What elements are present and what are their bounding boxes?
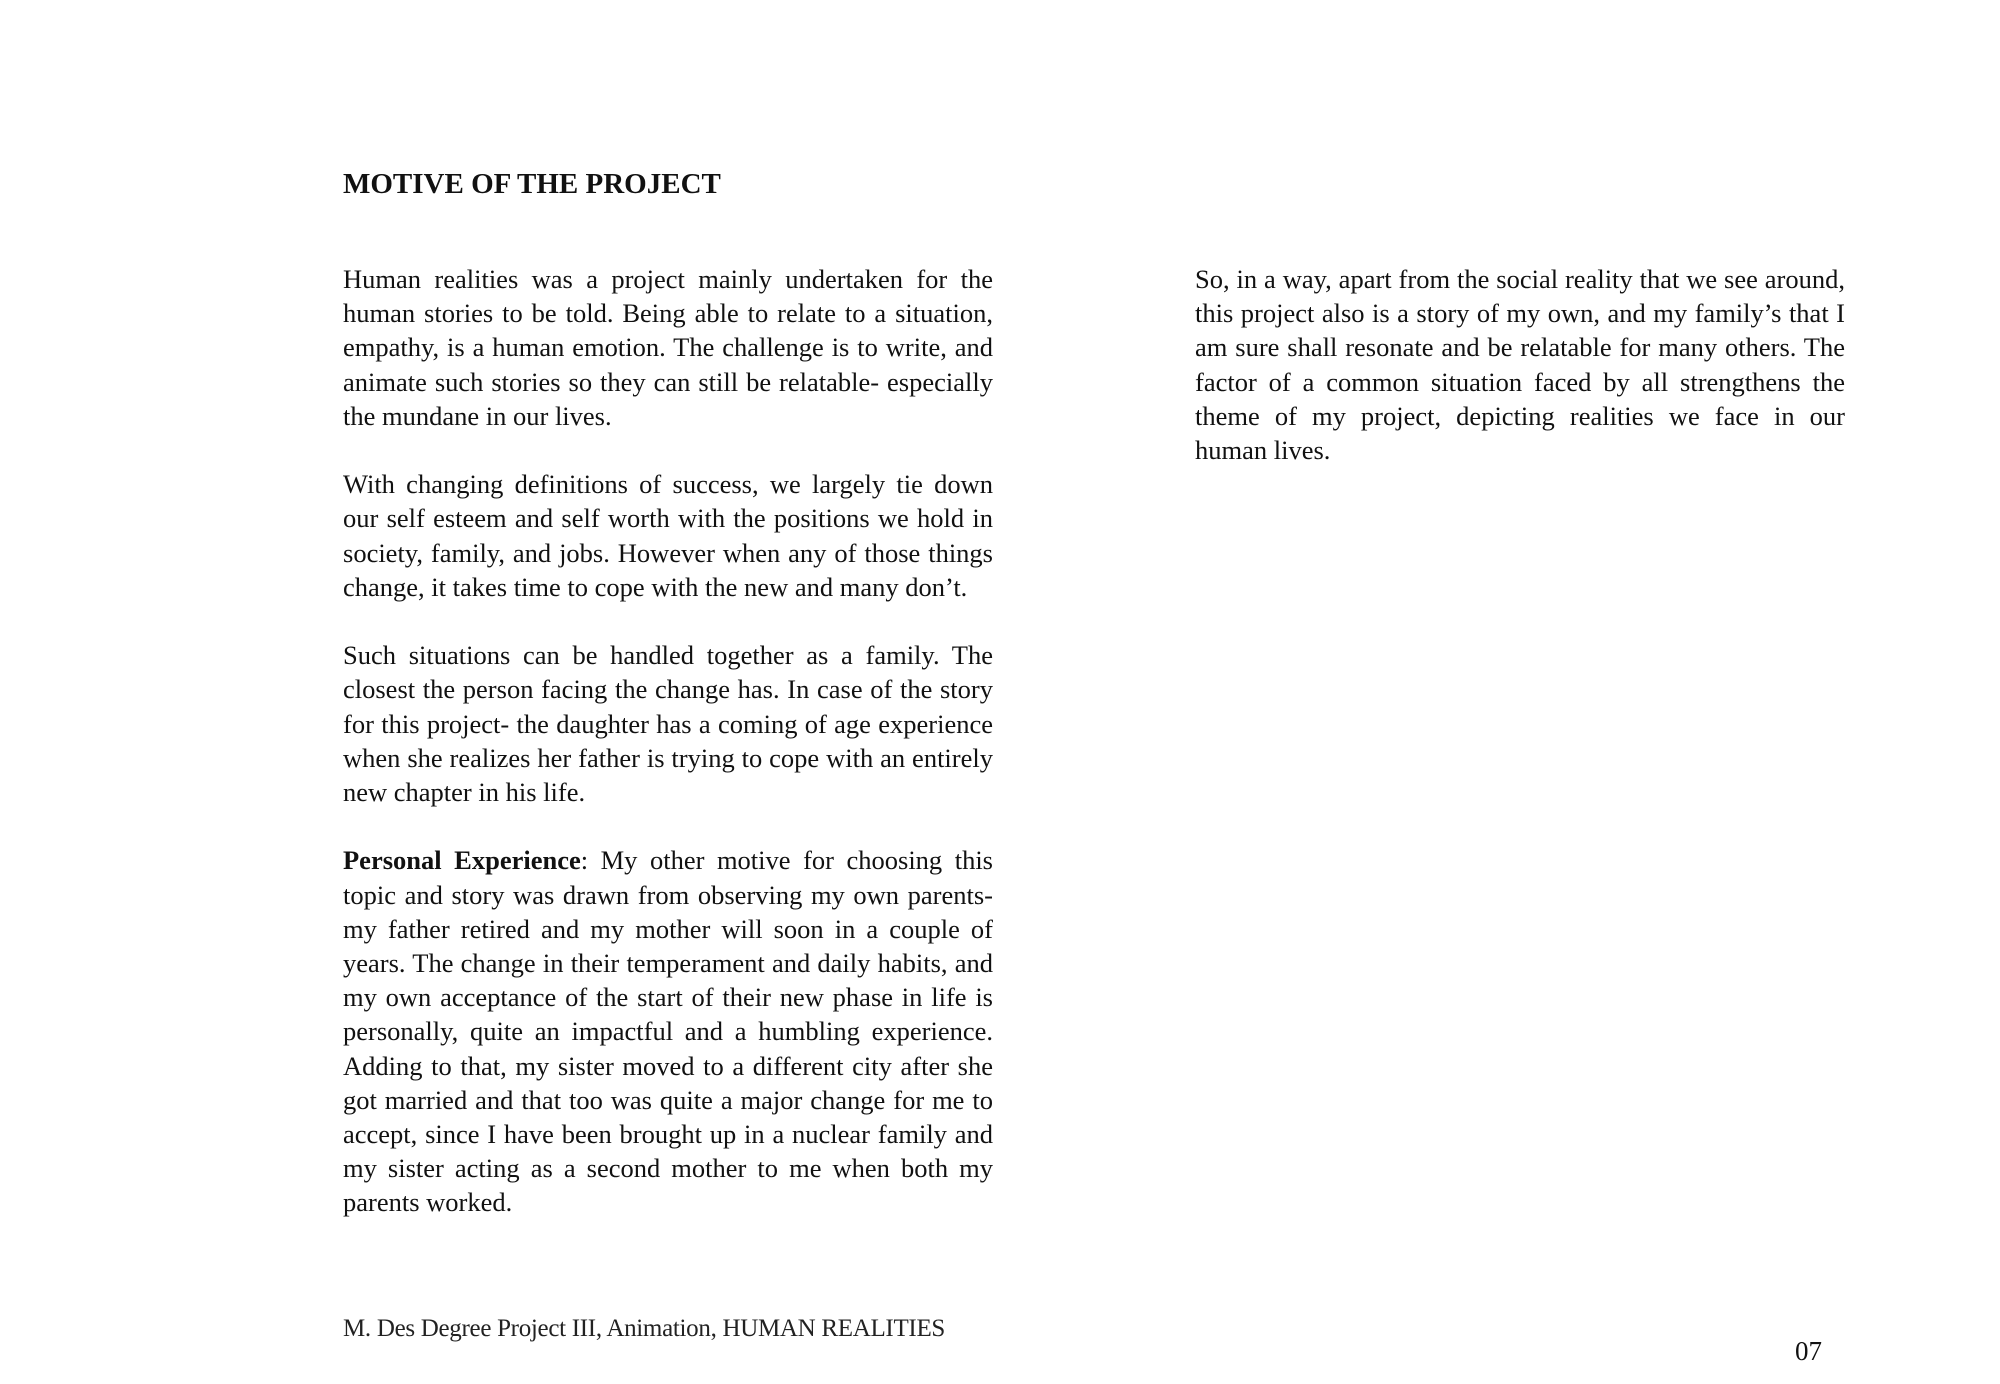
paragraph-family: Such situations can be handled together as a family. The closest the person facing the change has. In case of the story for this project- the daughter has a coming of age experience when she realizes her father is trying to cope with an entirely new chapter in his life. xyxy=(343,640,993,808)
paragraph-intro: Human realities was a project mainly undertaken for the human stories to be told. Being able to relate to a situation, empathy, is a human emotion. The challenge is to write, and animate such stories so they can still be relatable- especially the mundane in our lives. xyxy=(343,264,993,431)
paragraph-success: With changing definitions of success, we largely tie down our self esteem and self worth with the positions we hold in society, family, and jobs. However when any of those things change, it takes time to cope with the new and many don’t. xyxy=(343,469,993,602)
page-number: 07 xyxy=(1795,1336,1822,1366)
personal-experience-text: : My other motive for choosing this topic and story was drawn from observing my own parents- my father retired and my mother will soon in a couple of years. The change in their temperament and daily habits, and my own acceptance of the start of their new phase in life is personally, quite an impactful and a humbling experience. Adding to that, my sister moved to a different city after she got married and that too was quite a major change for me to accept, since I have been brought up in a nuclear family and my sister acting as a second mother to me when both my parents worked. xyxy=(343,845,993,1218)
footer-text: M. Des Degree Project III, Animation, HUMAN REALITIES xyxy=(343,1315,946,1342)
section-heading: MOTIVE OF THE PROJECT xyxy=(343,168,721,200)
paragraph-social-reality: So, in a way, apart from the social reality that we see around, this project also is a story of my own, and my family’s that I am sure shall resonate and be relatable for many others. The factor of a common situation faced by all strengthens the theme of my project, depicting realities we face in our human lives. xyxy=(1195,264,1845,466)
personal-experience-label: Personal Experience xyxy=(343,845,581,876)
right-column xyxy=(1195,262,1845,501)
paragraph-personal-experience xyxy=(343,843,993,1219)
left-column xyxy=(343,262,993,1254)
